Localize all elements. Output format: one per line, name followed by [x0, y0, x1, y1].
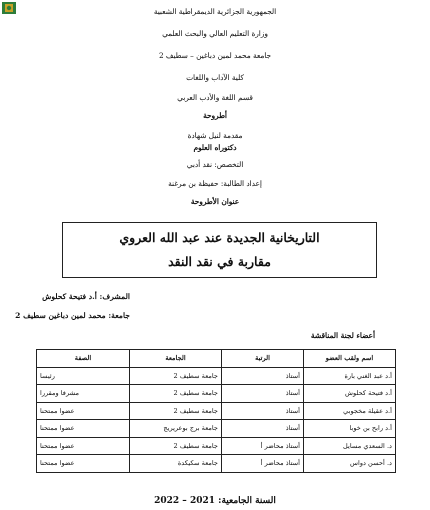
table-row [37, 367, 396, 385]
academic-year: السنة الجامعية: 2021 – 2022 [154, 496, 276, 506]
member-rank: أستاذ [222, 367, 304, 385]
member-rank: أستاذ محاضر أ [222, 455, 304, 473]
ministry-line: وزارة التعليم العالي والبحث العلمي [162, 29, 268, 38]
supervisor-name: المشرف: أ.د فتيحة كحلوش [42, 292, 130, 301]
department-line: قسم اللغة والأدب العربي [177, 93, 253, 102]
header-rank: الرتبة [222, 350, 304, 368]
member-university: جامعة برج بوعريريج [130, 420, 222, 438]
thesis-title-box [62, 222, 377, 278]
member-university: جامعة سطيف 2 [130, 385, 222, 403]
member-rank: أستاذ محاضر أ [222, 437, 304, 455]
member-university: جامعة سطيف 2 [130, 437, 222, 455]
member-role: عضوا ممتحنا [37, 437, 130, 455]
member-role: رئيسا [37, 367, 130, 385]
member-name: أ.د عبد الغني بارة [304, 367, 396, 385]
table-row [37, 385, 396, 403]
member-name: أ.د فتيحة كحلوش [304, 385, 396, 403]
supervisor-university: جامعة: محمد لمين دباغين سطيف 2 [15, 311, 130, 320]
committee-title: أعضاء لجنة المناقشة [310, 331, 375, 340]
member-name: أ.د رابح بن خوبا [304, 420, 396, 438]
thesis-type: أطروحة [203, 111, 227, 120]
thesis-title-line1: التاريخانية الجديدة عند عبد الله العروي [119, 230, 320, 245]
member-role: عضوا ممتحنا [37, 420, 130, 438]
table-row [37, 455, 396, 473]
member-role: عضوا ممتحنا [37, 455, 130, 473]
member-rank: أستاذ [222, 402, 304, 420]
table-row [37, 437, 396, 455]
thesis-purpose: مقدمة لنيل شهادة [187, 131, 243, 140]
member-name: أ.د عقيلة مخجوبي [304, 402, 396, 420]
member-university: جامعة سطيف 2 [130, 367, 222, 385]
member-university: جامعة سكيكدة [130, 455, 222, 473]
thesis-student: إعداد الطالبة: حفيظة بن مرغنة [168, 179, 262, 188]
header-member-name: اسم ولقب العضو [304, 350, 396, 368]
table-row [37, 402, 396, 420]
member-name: د. أحسن دواس [304, 455, 396, 473]
member-role: عضوا ممتحنا [37, 402, 130, 420]
header-university: الجامعة [130, 350, 222, 368]
table-row [37, 420, 396, 438]
university-line: جامعة محمد لمين دباغين – سطيف 2 [158, 51, 272, 60]
header-role: الصفة [37, 350, 130, 368]
member-university: جامعة سطيف 2 [130, 402, 222, 420]
member-role: مشرفا ومقررا [37, 385, 130, 403]
committee-table [36, 349, 396, 473]
thesis-title-line2: مقاربة في نقد النقد [168, 254, 271, 269]
republic-line: الجمهورية الجزائرية الديمقراطية الشعبية [153, 7, 277, 16]
member-name: د. السعدي مسايل [304, 437, 396, 455]
member-rank: أستاذ [222, 420, 304, 438]
member-rank: أستاذ [222, 385, 304, 403]
committee-header-row [37, 350, 396, 368]
thesis-specialty: التخصص: نقد أدبي [186, 160, 244, 169]
thesis-title-heading: عنوان الأطروحة [190, 197, 240, 206]
thesis-degree: دكتوراه العلوم [193, 143, 237, 152]
faculty-line: كلية الآداب واللغات [186, 73, 244, 82]
